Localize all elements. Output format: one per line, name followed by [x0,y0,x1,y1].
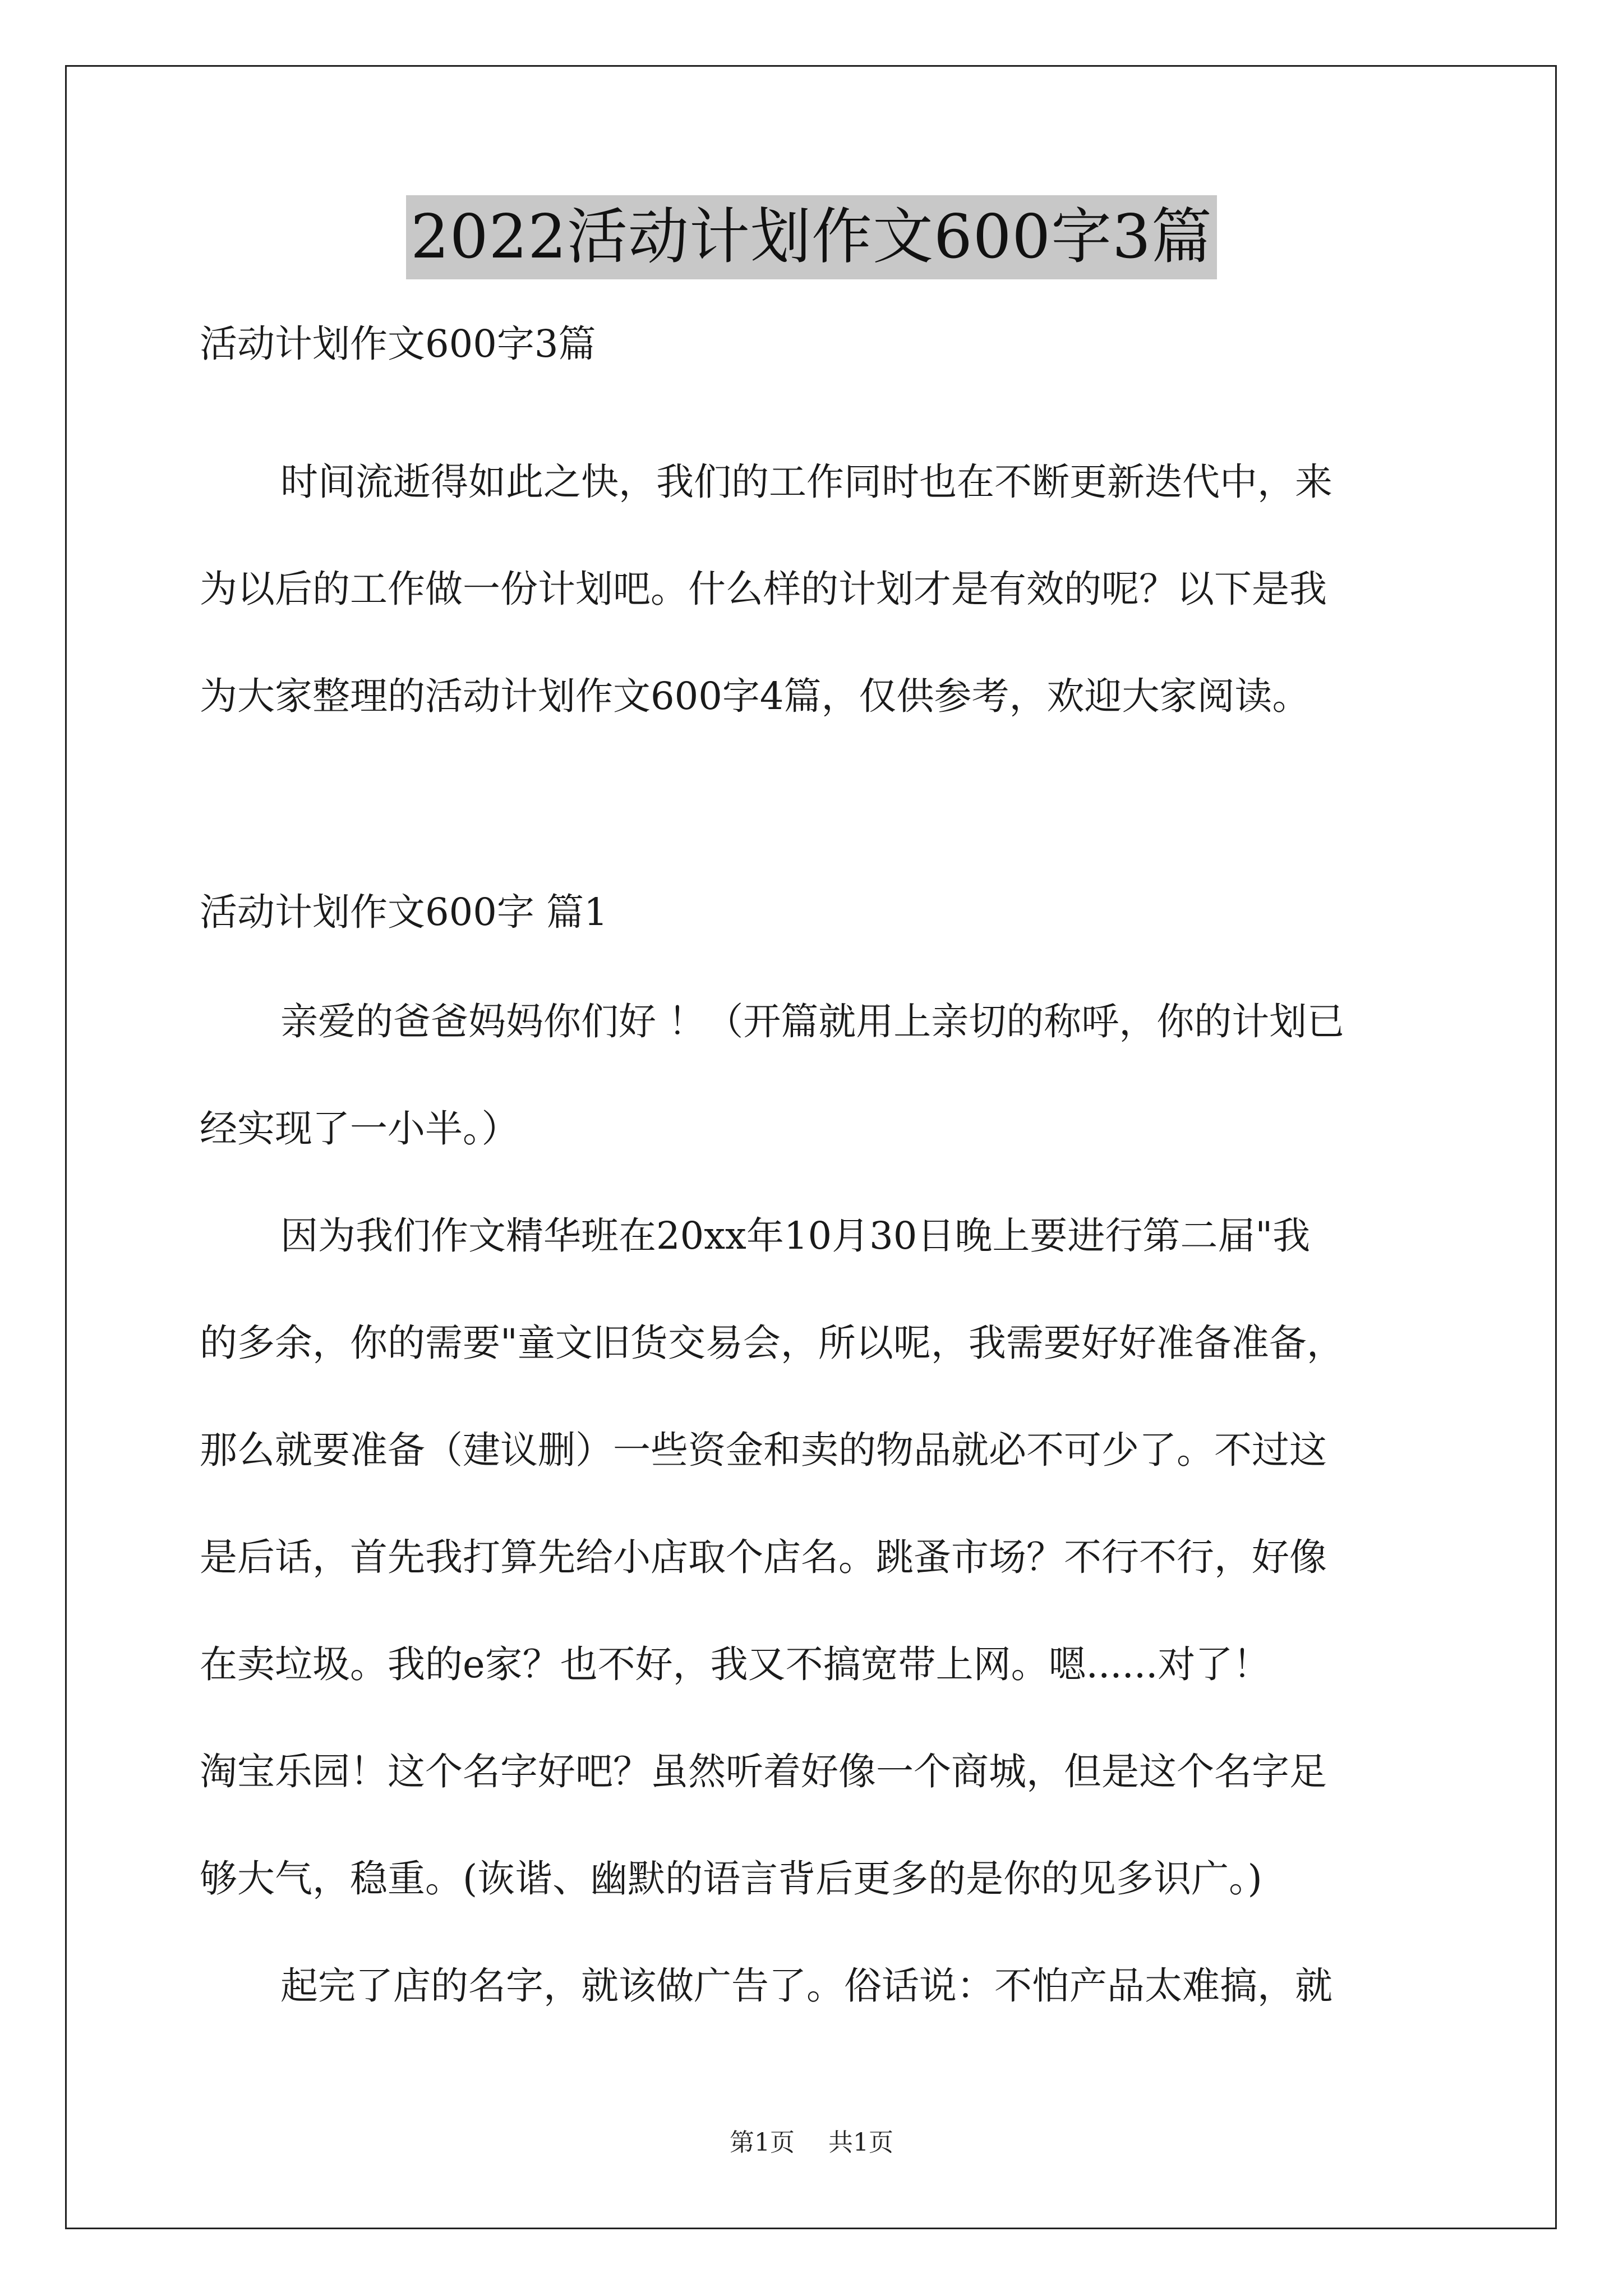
paragraph-line: 是后话，首先我打算先给小店取个店名。跳蚤市场？不行不行，好像 [200,1535,1327,1579]
document-subtitle: 活动计划作文600字3篇 [200,322,596,366]
paragraph-line: 时间流逝得如此之快，我们的工作同时也在不断更新迭代中，来 [280,460,1332,504]
paragraph-line: 起完了店的名字，就该做广告了。俗话说：不怕产品太难搞，就 [280,1964,1332,2008]
paragraph-line: 的多余，你的需要"童文旧货交易会，所以呢，我需要好好准备准备， [200,1321,1344,1365]
paragraph-line: 为以后的工作做一份计划吧。什么样的计划才是有效的呢？以下是我 [200,567,1327,611]
section-heading: 活动计划作文600字 篇1 [200,890,608,934]
page-total: 共1页 [828,2128,893,2157]
document-title: 2022活动计划作文600字3篇 [406,195,1217,279]
paragraph-line: 在卖垃圾。我的e家？也不好，我又不搞宽带上网。嗯......对了！ [200,1642,1271,1686]
paragraph-line: 那么就要准备（建议删）一些资金和卖的物品就必不可少了。不过这 [200,1428,1327,1472]
title-container [0,195,1623,279]
paragraph-line: 经实现了一小半。） [200,1107,519,1151]
page-footer [0,2126,1623,2160]
paragraph-line: 够大气，稳重。(诙谐、幽默的语言背后更多的是你的见多识广。) [200,1857,1262,1901]
page-number: 第1页 [730,2128,795,2157]
paragraph-line: 因为我们作文精华班在20xx年10月30日晚上要进行第二届"我 [280,1214,1311,1258]
paragraph-line: 淘宝乐园！这个名字好吧？虽然听着好像一个商城，但是这个名字足 [200,1750,1327,1793]
paragraph-line: 亲爱的爸爸妈妈你们好 ！（开篇就用上亲切的称呼，你的计划已 [280,1000,1345,1043]
paragraph-line: 为大家整理的活动计划作文600字4篇，仅供参考，欢迎大家阅读。 [200,674,1310,718]
